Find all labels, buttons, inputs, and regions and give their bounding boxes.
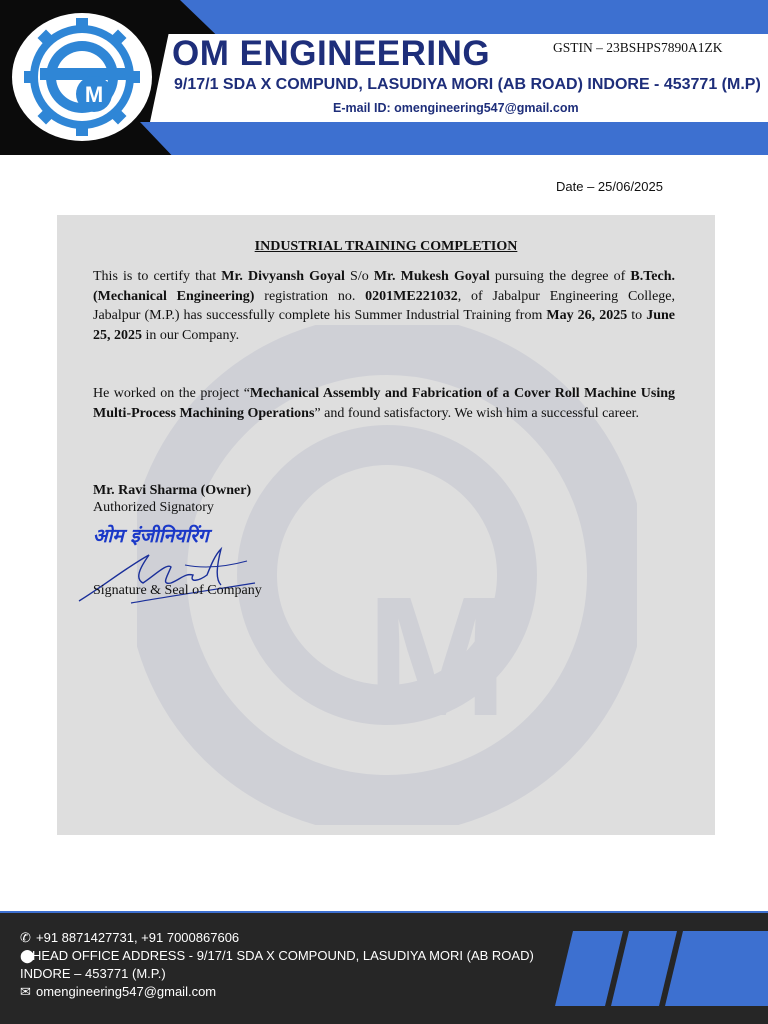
company-email: E-mail ID: omengineering547@gmail.com xyxy=(333,101,579,115)
company-seal-hindi: ओम इंजीनियरिंग xyxy=(93,525,209,547)
location-pin-icon: ⬤ xyxy=(20,948,35,963)
project-paragraph xyxy=(93,384,675,423)
certificate-title: INDUSTRIAL TRAINING COMPLETION xyxy=(254,239,518,254)
text-segment: ” and found satisfactory. We wish him a successful career. xyxy=(314,405,640,421)
text-segment: to xyxy=(627,308,647,323)
footer-address xyxy=(20,947,534,965)
footer-phone xyxy=(20,929,534,947)
svg-text:M: M xyxy=(366,562,508,752)
envelope-icon: ✉ xyxy=(20,984,31,999)
certificate-date: Date – 25/06/2025 xyxy=(556,179,663,194)
text-segment: S/o xyxy=(344,269,374,284)
text-segment: This is to certify that xyxy=(93,269,222,284)
footer-email-text: omengineering547@gmail.com xyxy=(36,984,217,999)
signatory-name: Mr. Ravi Sharma (Owner) xyxy=(93,483,252,498)
phone-icon: ✆ xyxy=(20,930,31,945)
header-bottom-band xyxy=(140,122,768,155)
company-name: OM ENGINEERING xyxy=(172,34,491,73)
company-address: 9/17/1 SDA X COMPUND, LASUDIYA MORI (AB ROAD) INDORE - 453771 (M.P) xyxy=(174,76,761,93)
footer xyxy=(0,911,768,1024)
footer-address-line2: INDORE – 453771 (M.P.) xyxy=(20,966,166,981)
signatory-block xyxy=(93,482,251,516)
text-segment: He worked on the project “ xyxy=(93,386,250,401)
footer-email xyxy=(20,983,534,1001)
svg-text:M: M xyxy=(84,82,104,107)
training-start-date: May 26, 2025 xyxy=(546,308,628,323)
text-segment: pursuing the degree of xyxy=(489,269,631,284)
text-segment: registration no. xyxy=(254,288,366,304)
handwritten-signature xyxy=(75,545,265,615)
student-name: Mr. Divyansh Goyal xyxy=(221,269,345,284)
gstin-number: GSTIN – 23BSHPS7890A1ZK xyxy=(553,40,723,55)
footer-contact xyxy=(20,929,534,1001)
registration-number: 0201ME221032 xyxy=(365,288,458,304)
certificate-body xyxy=(57,215,715,835)
signatory-role: Authorized Signatory xyxy=(93,500,214,515)
project-title: Mechanical Assembly and Fabrication of a Cover Roll Machine Using Multi-Process Machining Operations xyxy=(93,386,676,421)
text-segment: , of Jabalpur Engineering College, Jabalpur (M.P.) has successfully complete his Summer Industrial Training from xyxy=(93,288,676,323)
signature-label: Signature & Seal of Company xyxy=(93,583,262,598)
header-top-band xyxy=(180,0,768,34)
degree-name: B.Tech. (Mechanical Engineering) xyxy=(93,269,675,304)
training-end-date: June 25, 2025 xyxy=(93,308,675,343)
footer-address-text: HEAD OFFICE ADDRESS - 9/17/1 SDA X COMPOUND, LASUDIYA MORI (AB ROAD) xyxy=(32,948,534,963)
parent-name: Mr. Mukesh Goyal xyxy=(373,269,490,284)
footer-phone-text: +91 8871427731, +91 7000867606 xyxy=(36,930,240,945)
certification-paragraph xyxy=(93,267,675,345)
company-logo xyxy=(10,10,155,145)
footer-decorative-stripes xyxy=(555,931,768,1006)
text-segment: in our Company. xyxy=(142,327,240,343)
